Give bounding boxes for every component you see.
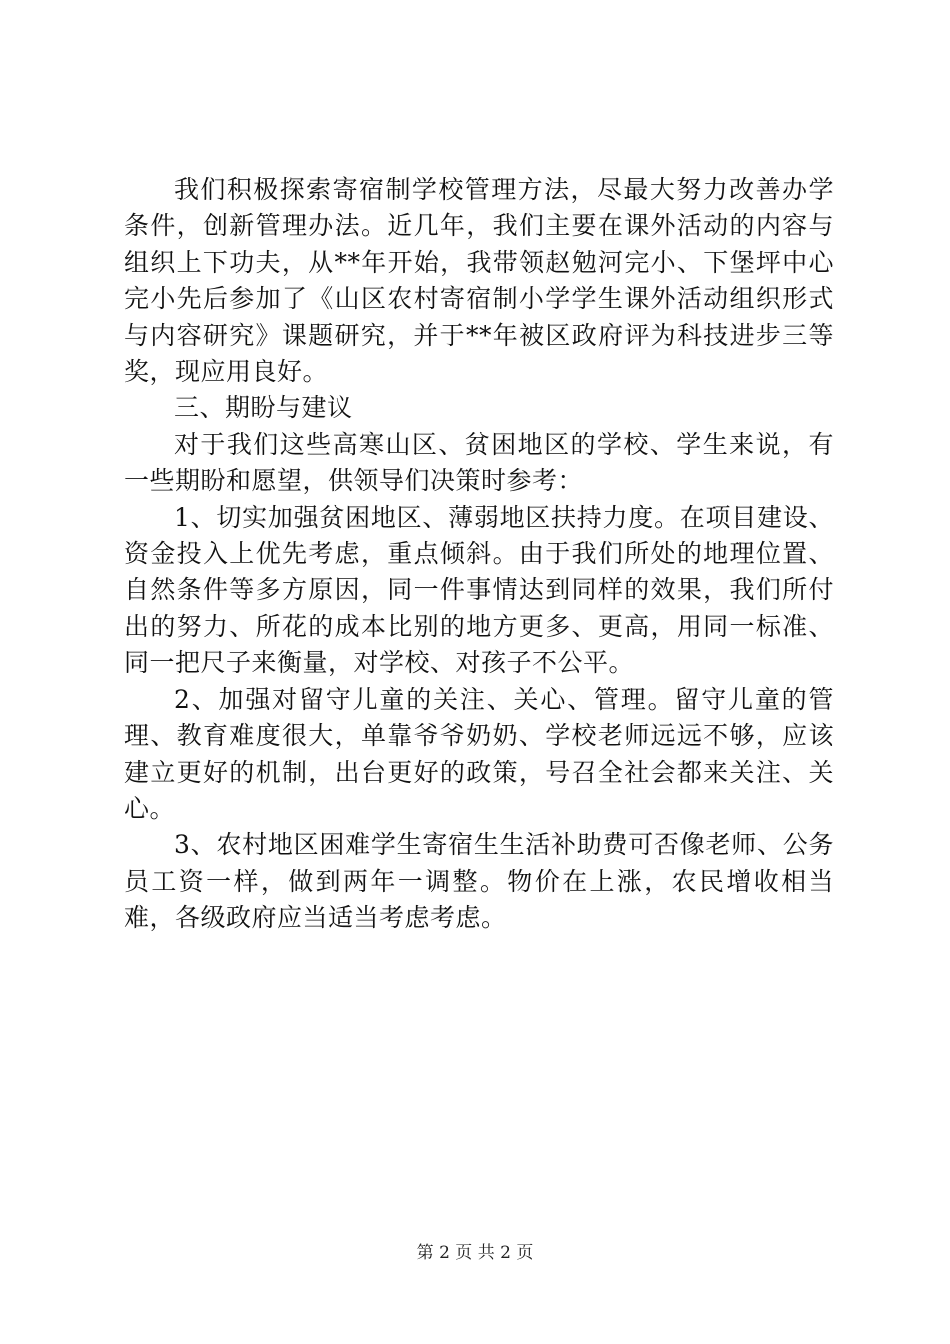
section-heading-expectations: 三、期盼与建议 xyxy=(174,393,353,423)
paragraph-suggestion-2: 2、加强对留守儿童的关注、关心、管理。留守儿童的管理、教育难度很大，单靠爷爷奶奶、学校老师远远不够，应该建立更好的机制，出台更好的政策，号召全社会都来关注、关心。 xyxy=(124,684,834,823)
page-number-footer: 第 2 页 共 2 页 xyxy=(416,1243,534,1263)
paragraph-suggestion-1: 1、切实加强贫困地区、薄弱地区扶持力度。在项目建设、资金投入上优先考虑，重点倾斜。由于我们所处的地理位置、自然条件等多方原因，同一件事情达到同样的效果，我们所付出的努力、所花的成本比别的地方更多、更高，用同一标准、同一把尺子来衡量，对学校、对孩子不公平。 xyxy=(124,502,834,678)
document-body xyxy=(124,172,834,937)
paragraph-management-methods: 我们积极探索寄宿制学校管理方法，尽最大努力改善办学条件，创新管理办法。近几年，我们主要在课外活动的内容与组织上下功夫，从**年开始，我带领赵勉河完小、下堡坪中心完小先后参加了《山区农村寄宿制小学学生课外活动组织形式与内容研究》课题研究，并于**年被区政府评为科技进步三等奖，现应用良好。 xyxy=(124,175,834,387)
paragraph-expectations-intro: 对于我们这些高寒山区、贫困地区的学校、学生来说，有一些期盼和愿望，供领导们决策时参考： xyxy=(124,429,834,496)
paragraph-suggestion-3: 3、农村地区困难学生寄宿生生活补助费可否像老师、公务员工资一样，做到两年一调整。物价在上涨，农民增收相当难，各级政府应当适当考虑考虑。 xyxy=(124,830,834,933)
